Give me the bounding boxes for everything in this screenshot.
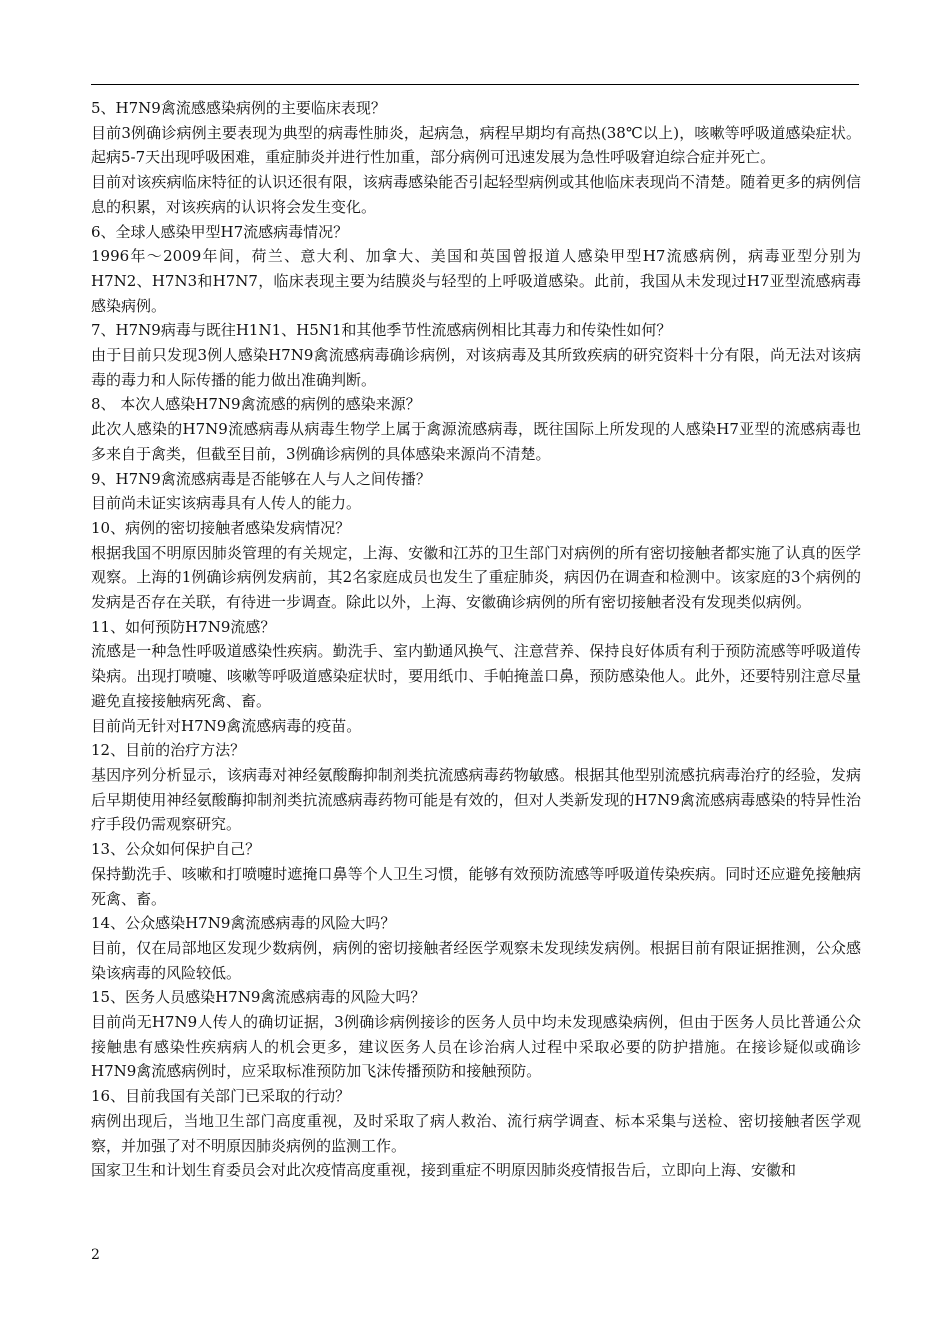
- q8-heading: 8、 本次人感染H7N9禽流感的病例的感染来源？: [91, 395, 421, 414]
- q13-heading: 13、公众如何保护自己？: [91, 840, 261, 859]
- q5-answer-p2: 目前对该疾病临床特征的认识还很有限，该病毒感染能否引起轻型病例或其他临床表现尚不清楚。随着更多的病例信息的积累，对该疾病的认识将会发生变化。: [91, 173, 861, 216]
- q12-answer: 基因序列分析显示，该病毒对神经氨酸酶抑制剂类抗流感病毒药物敏感。根据其他型别流感抗病毒治疗的经验，发病后早期使用神经氨酸酶抑制剂类抗流感病毒药物可能是有效的，但对人类新发现的H7N9禽流感病毒感染的特异性治疗手段仍需观察研究。: [91, 765, 861, 834]
- q11-answer-p2: 目前尚无针对H7N9禽流感病毒的疫苗。: [91, 716, 362, 735]
- q6-heading: 6、全球人感染甲型H7流感病毒情况？: [91, 222, 349, 241]
- q15-answer: 目前尚无H7N9人传人的确切证据，3例确诊病例接诊的医务人员中均未发现感染病例，但由于医务人员比普通公众接触患有感染性疾病病人的机会更多，建议医务人员在诊治病人过程中采取必要的防护措施。在接诊疑似或确诊H7N9禽流感病例时，应采取标准预防加飞沫传播预防和接触预防。: [91, 1013, 861, 1081]
- q6-answer: 1996年～2009年间，荷兰、意大利、加拿大、美国和英国曾报道人感染甲型H7流感病例，病毒亚型分别为H7N2、H7N3和H7N7，临床表现主要为结膜炎与轻型的上呼吸道感染。此前，我国从未发现过H7亚型流感病毒感染病例。: [91, 247, 861, 315]
- q8-answer: 此次人感染的H7N9流感病毒从病毒生物学上属于禽源流感病毒，既往国际上所发现的人感染H7亚型的流感病毒也多来自于禽类，但截至目前，3例确诊病例的具体感染来源尚不清楚。: [91, 420, 861, 463]
- q5-heading: 5、H7N9禽流感感染病例的主要临床表现？: [91, 99, 386, 117]
- q9-answer: 目前尚未证实该病毒具有人传人的能力。: [91, 494, 362, 513]
- q15-heading: 15、医务人员感染H7N9禽流感病毒的风险大吗？: [91, 988, 426, 1007]
- header-rule: [91, 84, 859, 85]
- page-number: 2: [91, 1247, 100, 1263]
- q16-answer-p1: 病例出现后，当地卫生部门高度重视，及时采取了病人救治、流行病学调查、标本采集与送检、密切接触者医学观察，并加强了对不明原因肺炎病例的监测工作。: [91, 1111, 861, 1155]
- q16-heading: 16、目前我国有关部门已采取的行动？: [91, 1087, 351, 1106]
- q16-answer-p2: 国家卫生和计划生育委员会对此次疫情高度重视，接到重症不明原因肺炎疫情报告后，立即向上海、安徽和: [91, 1161, 797, 1180]
- q9-heading: 9、H7N9禽流感病毒是否能够在人与人之间传播？: [91, 469, 431, 488]
- q14-heading: 14、公众感染H7N9禽流感病毒的风险大吗？: [91, 914, 396, 933]
- q7-answer: 由于目前只发现3例人感染H7N9禽流感病毒确诊病例，对该病毒及其所致疾病的研究资料十分有限，尚无法对该病毒的毒力和人际传播的能力做出准确判断。: [91, 346, 861, 389]
- q14-answer: 目前，仅在局部地区发现少数病例，病例的密切接触者经医学观察未发现续发病例。根据目前有限证据推测，公众感染该病毒的风险较低。: [91, 938, 861, 982]
- q7-heading: 7、H7N9病毒与既往H1N1、H5N1和其他季节性流感病例相比其毒力和传染性如何？: [91, 321, 672, 340]
- q10-heading: 10、病例的密切接触者感染发病情况？: [91, 518, 351, 537]
- q10-answer: 根据我国不明原因肺炎管理的有关规定，上海、安徽和江苏的卫生部门对病例的所有密切接触者都实施了认真的医学观察。上海的1例确诊病例发病前，其2名家庭成员也发生了重症肺炎，病因仍在调查和检测中。该家庭的3个病例的发病是否存在关联，有待进一步调查。除此以外，上海、安徽确诊病例的所有密切接触者没有发现类似病例。: [91, 543, 861, 612]
- q5-answer-p1: 目前3例确诊病例主要表现为典型的病毒性肺炎，起病急，病程早期均有高热(38℃以上)，咳嗽等呼吸道感染症状。起病5-7天出现呼吸困难，重症肺炎并进行性加重，部分病例可迅速发展为急性呼吸窘迫综合症并死亡。: [91, 123, 861, 167]
- q11-heading: 11、如何预防H7N9流感？: [91, 617, 276, 636]
- q12-heading: 12、目前的治疗方法？: [91, 741, 246, 760]
- document-body: [91, 96, 861, 1183]
- q13-answer: 保持勤洗手、咳嗽和打喷嚏时遮掩口鼻等个人卫生习惯，能够有效预防流感等呼吸道传染疾病。同时还应避免接触病死禽、畜。: [91, 864, 861, 908]
- q11-answer-p1: 流感是一种急性呼吸道感染性疾病。勤洗手、室内勤通风换气、注意营养、保持良好体质有利于预防流感等呼吸道传染病。出现打喷嚏、咳嗽等呼吸道感染症状时，要用纸巾、手帕掩盖口鼻，预防感染他人。此外，还要特别注意尽量避免直接接触病死禽、畜。: [91, 642, 861, 710]
